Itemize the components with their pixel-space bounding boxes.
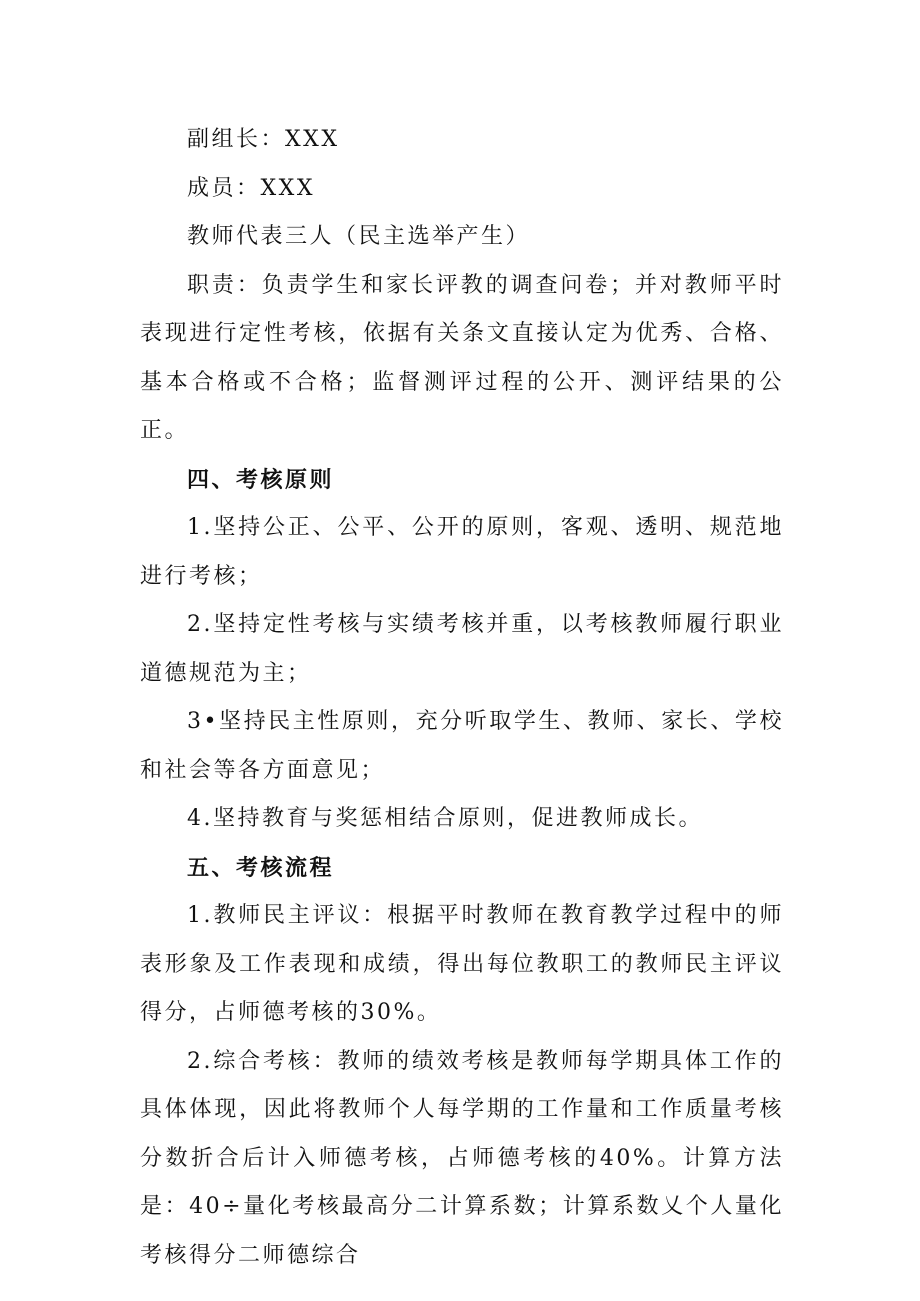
section-heading-principles: 四、考核原则 xyxy=(187,466,335,493)
paragraph-members: 成员：XXX xyxy=(187,175,315,201)
paragraph-duties: 职责：负责学生和家长评教的调查问卷；并对教师平时表现进行定性考核，依据有关条文直接认定为优秀、合格、基本合格或不合格；监督测评过程的公开、测评结果的公正。 xyxy=(140,272,784,443)
section-heading-process: 五、考核流程 xyxy=(187,854,335,881)
paragraph-principle-4: 4.坚持教育与奖惩相结合原则，促进教师成长。 xyxy=(187,806,703,831)
paragraph-vice-leader: 副组长：XXX xyxy=(187,127,340,152)
paragraph-process-2: 2.综合考核：教师的绩效考核是教师每学期具体工作的具体体现，因此将教师个人每学期的工作量和工作质量考核分数折合后计入师德考核，占师德考核的40%。计算方法是：40÷量化考核最高分二计算系数；计算系数乂个人量化考核得分二师德综合 xyxy=(140,1048,784,1268)
document-body xyxy=(140,116,784,1280)
paragraph-principle-1: 1.坚持公正、公平、公开的原则，客观、透明、规范地进行考核； xyxy=(140,515,784,589)
paragraph-teacher-reps: 教师代表三人（民主选举产生） xyxy=(187,224,531,249)
paragraph-process-1: 1.教师民主评议：根据平时教师在教育教学过程中的师表形象及工作表现和成绩，得出每位教职工的教师民主评议得分，占师德考核的30%。 xyxy=(140,903,784,1025)
paragraph-principle-2: 2.坚持定性考核与实绩考核并重，以考核教师履行职业道德规范为主； xyxy=(140,612,784,686)
paragraph-principle-3: 3•坚持民主性原则，充分听取学生、教师、家长、学校和社会等各方面意见； xyxy=(140,709,784,783)
